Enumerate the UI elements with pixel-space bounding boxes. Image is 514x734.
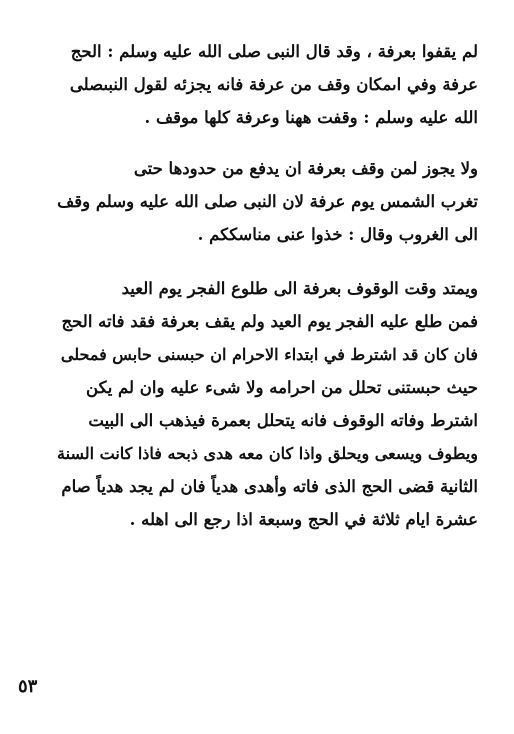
text-line: الله عليه وسلم : وقفت ههنا وعرفة كلها موقف . <box>144 108 478 127</box>
text-line: ولا يجوز لمن وقف بعرفة ان يدفع من حدودها حتى <box>133 159 478 178</box>
text-line: ويطوف ويسعى ويحلق واذا كان معه هدى ذبحه فاذا كانت السنة <box>57 444 478 463</box>
text-line: عشرة ايام ثلاثة في الحج وسبعة اذا رجع الى اهله . <box>129 510 478 529</box>
paragraph-1 <box>52 35 478 134</box>
paragraph-3 <box>52 272 478 536</box>
text-line: ويمتد وقت الوقوف بعرفة الى طلوع الفجر يوم العيد <box>121 279 478 298</box>
text-line: فمن طلع عليه الفجر يوم العيد ولم يقف بعرفة فقد فاته الحج <box>61 312 478 331</box>
paragraph-2 <box>52 152 478 251</box>
text-line: الثانية قضى الحج الذى فاته وأهدى هدياً فان لم يجد هدياً صام <box>61 477 478 496</box>
text-line: لم يقفوا بعرفة ، وقد قال النبى صلى الله عليه وسلم : الحج <box>70 42 478 61</box>
page-number: ٥٣ <box>18 676 38 697</box>
text-line: تغرب الشمس يوم عرفة لان النبى صلى الله عليه وسلم وقف <box>57 192 478 211</box>
text-line: اشترط وفاته الوقوف فانه يتحلل بعمرة فيذهب الى البيت <box>88 411 478 430</box>
text-line: حيث حبستنى تحلل من احرامه ولا شىء عليه وان لم يكن <box>86 378 478 397</box>
text-line: عرفة وفي اىمكان وقف من عرفة فانه يجزئه لقول النبىصلى <box>69 75 478 94</box>
text-line: الى الغروب وقال : خذوا عنى مناسككم . <box>197 225 478 244</box>
text-line: فان كان قد اشترط في ابتداء الاحرام ان حبسنى حابس فمحلى <box>60 345 478 364</box>
